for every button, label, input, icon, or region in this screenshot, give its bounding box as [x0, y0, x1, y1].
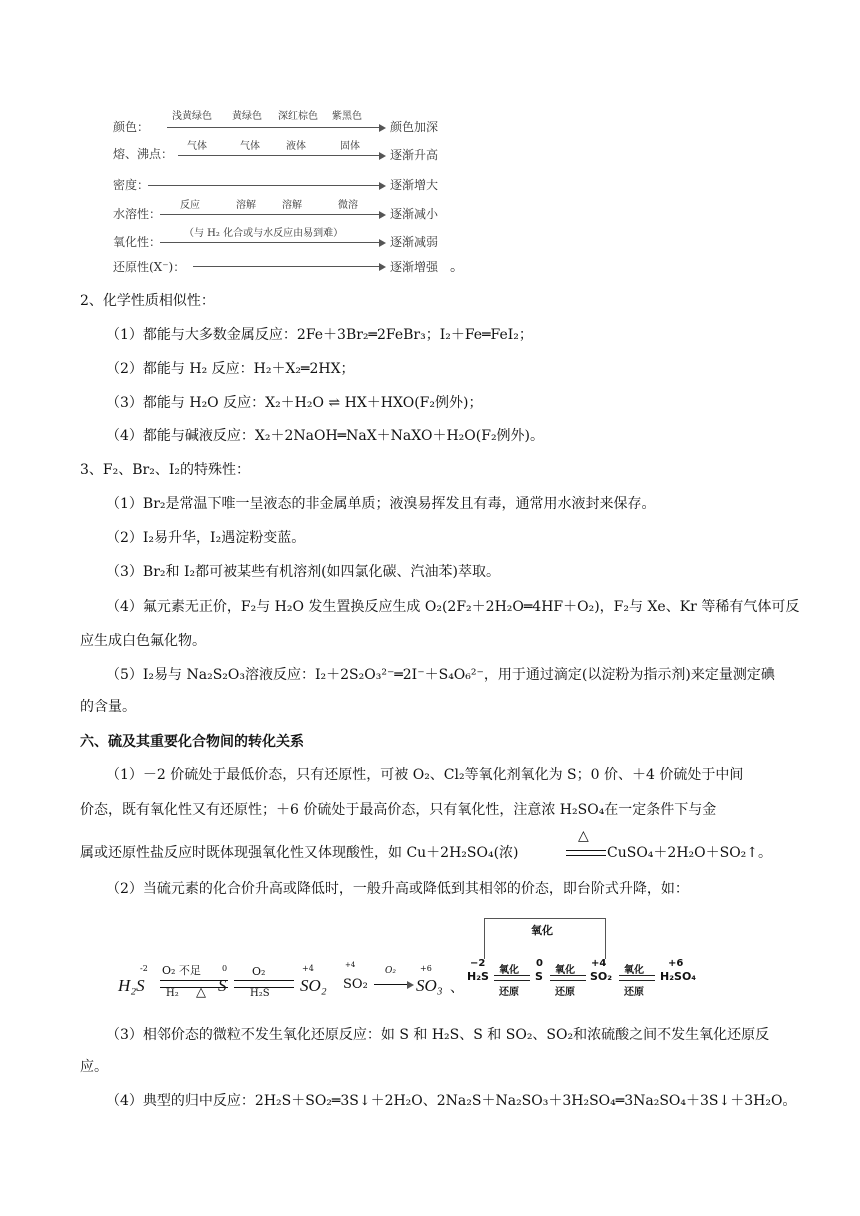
oxidizing-note: （与 H₂ 化合或与水反应由易到难） — [184, 228, 344, 239]
section-6-p3-line2: 应。 — [80, 1059, 108, 1075]
section-3-heading: 3、F₂、Br₂、I₂的特殊性： — [80, 462, 250, 478]
chain1-s: S — [218, 976, 227, 995]
chain2-arrow1-back — [494, 980, 530, 981]
chain2-red2: 还原 — [555, 987, 575, 998]
solubility-item-3: 溶解 — [282, 200, 302, 211]
chain1-so2: SO₂ — [300, 976, 327, 995]
color-item-3: 深红棕色 — [278, 111, 318, 122]
section-6-p1-line3b: CuSO₄＋2H₂O＋SO₂↑。 — [607, 845, 773, 861]
chain1-v3: +4 — [302, 964, 314, 973]
chain2-ox3: 氧化 — [624, 965, 644, 976]
color-item-1: 浅黄绿色 — [172, 111, 212, 122]
chain1-so2b: SO₂ — [343, 977, 368, 992]
melting-item-3: 液体 — [286, 141, 306, 152]
trend-arrow-melting — [178, 155, 380, 156]
trend-arrow-density — [148, 185, 380, 186]
chain2-v3: +4 — [591, 958, 607, 969]
section-6-heading: 六、硫及其重要化合物间的转化关系 — [80, 734, 304, 750]
trend-arrow-solubility — [160, 214, 380, 215]
chain2-arrow2 — [550, 975, 586, 976]
chain1-h1: △ — [196, 985, 206, 1000]
chain1-arrow3 — [374, 984, 408, 985]
row-label-oxidizing: 氧化性： — [113, 235, 162, 249]
solubility-item-1: 反应 — [180, 200, 200, 211]
solubility-item-4: 微溶 — [338, 200, 358, 211]
diagram-end-mark: 。 — [450, 259, 464, 275]
row-label-color: 颜色： — [113, 120, 150, 134]
chain2-red3: 还原 — [624, 987, 644, 998]
heat-symbol: △ — [578, 828, 589, 844]
section-2-item-2: （2）都能与 H₂ 反应：H₂＋X₂═2HX； — [106, 361, 355, 377]
melting-item-4: 固体 — [340, 141, 360, 152]
section-3-item-3: （3）Br₂和 I₂都可被某些有机溶剂(如四氯化碳、汽油苯)萃取。 — [106, 564, 501, 580]
chain1-v1: -2 — [140, 964, 148, 973]
row-label-melting: 熔、沸点： — [113, 147, 174, 161]
chain2-h2so4: H₂SO₄ — [660, 970, 697, 983]
section-6-p4: （4）典型的归中反应：2H₂S＋SO₂═3S↓＋2H₂O、2Na₂S＋Na₂SO₃＋3H₂SO₄═3Na₂SO₄＋3S↓＋3H₂O。 — [106, 1093, 797, 1109]
chain2-v2: 0 — [536, 958, 543, 969]
trend-arrow-reducing — [193, 266, 380, 267]
section-2-item-4: （4）都能与碱液反应：X₂＋2NaOH═NaX＋NaXO＋H₂O(F₂例外)。 — [106, 428, 545, 444]
result-solubility: 逐渐减小 — [390, 207, 439, 221]
chain2-v4: +6 — [668, 958, 684, 969]
chain1-o2: O₂ — [252, 965, 266, 978]
section-3-item-5: （5）I₂易与 Na₂S₂O₃溶液反应：I₂＋2S₂O₃²⁻═2I⁻＋S₄O₆²⁻，用于通过滴定(以淀粉为指示剂)来定量测定碘 — [106, 667, 775, 683]
chain1-sep: 、 — [450, 980, 464, 996]
section-3-item-4: （4）氟元素无正价，F₂与 H₂O 发生置换反应生成 O₂(2F₂＋2H₂O═4HF＋O₂)，F₂与 Xe、Kr 等稀有气体可反 — [106, 599, 800, 615]
chain1-r2: H₂S — [250, 988, 270, 999]
section-6-p1-line3a: 属或还原性盐反应时既体现强氧化性又体现酸性，如 Cu＋2H₂SO₄(浓) — [80, 845, 519, 861]
section-2-item-1: （1）都能与大多数金属反应：2Fe＋3Br₂═2FeBr₃；I₂＋Fe═FeI₂； — [106, 327, 533, 343]
section-3-item-5-cont: 的含量。 — [80, 699, 136, 715]
chain2-arrow1 — [494, 975, 530, 976]
result-reducing: 逐渐增强 — [390, 260, 439, 274]
chain2-red1: 还原 — [499, 987, 519, 998]
result-density: 逐渐增大 — [390, 178, 439, 192]
chain2-so2: SO₂ — [590, 970, 613, 983]
trend-arrow-color — [167, 127, 380, 128]
solubility-item-2: 溶解 — [236, 200, 256, 211]
chain2-ox2: 氧化 — [555, 965, 575, 976]
result-melting: 逐渐升高 — [390, 148, 439, 162]
chain2-v1: −2 — [470, 958, 486, 969]
result-oxidizing: 逐渐减弱 — [390, 235, 439, 249]
section-6-p2: （2）当硫元素的化合价升高或降低时，一般升高或降低到其相邻的价态，即台阶式升降，如： — [106, 881, 689, 897]
section-3-item-4-cont: 应生成白色氟化物。 — [80, 633, 206, 649]
chain1-o1: O₂ 不足 — [162, 964, 201, 977]
row-label-solubility: 水溶性： — [113, 207, 162, 221]
chain2-s: S — [535, 970, 543, 983]
reaction-equals-sign — [566, 850, 606, 856]
chain2-h2s: H₂S — [467, 970, 489, 983]
section-3-item-2: （2）I₂易升华，I₂遇淀粉变蓝。 — [106, 530, 306, 546]
chain1-r1: H₂ — [166, 988, 179, 999]
color-item-2: 黄绿色 — [232, 111, 262, 122]
melting-item-2: 气体 — [240, 141, 260, 152]
chain2-arrow3 — [619, 975, 655, 976]
color-item-4: 紫黑色 — [332, 111, 362, 122]
chain1-so3: SO₃ — [416, 976, 443, 995]
chain1-o3: O₂ — [385, 966, 396, 976]
row-label-reducing: 还原性(X⁻)： — [113, 260, 186, 274]
section-3-item-1: （1）Br₂是常温下唯一呈液态的非金属单质；液溴易挥发且有毒，通常用水液封来保存。 — [106, 496, 656, 512]
row-label-density: 密度： — [113, 178, 150, 192]
chain1-v4: +6 — [420, 964, 432, 973]
chain1-v3b: +4 — [345, 961, 356, 969]
chain1-arrow2 — [234, 980, 294, 981]
chain1-h2s: H₂S — [118, 976, 145, 995]
chain1-v2: 0 — [222, 964, 228, 973]
melting-item-1: 气体 — [187, 141, 207, 152]
chain2-arrow3-back — [619, 980, 655, 981]
section-2-item-3: （3）都能与 H₂O 反应：X₂＋H₂O ⇌ HX＋HXO(F₂例外)； — [106, 395, 483, 411]
section-2-heading: 2、化学性质相似性： — [80, 293, 215, 309]
chain2-ox1: 氧化 — [499, 965, 519, 976]
trend-arrow-oxidizing — [160, 242, 380, 243]
chain2-top-label: 氧化 — [531, 924, 553, 937]
result-color: 颜色加深 — [390, 120, 439, 134]
section-6-p3-line1: （3）相邻价态的微粒不发生氧化还原反应：如 S 和 H₂S、S 和 SO₂、SO₂和浓硫酸之间不发生氧化还原反 — [106, 1027, 770, 1043]
section-6-p1-line1: （1）－2 价硫处于最低价态，只有还原性，可被 O₂、Cl₂等氧化剂氧化为 S；0 价、＋4 价硫处于中间 — [106, 767, 744, 783]
chain2-arrow2-back — [550, 980, 586, 981]
section-6-p1-line2: 价态，既有氧化性又有还原性；＋6 价硫处于最高价态，只有氧化性，注意浓 H₂SO₄在一定条件下与金 — [80, 802, 717, 818]
